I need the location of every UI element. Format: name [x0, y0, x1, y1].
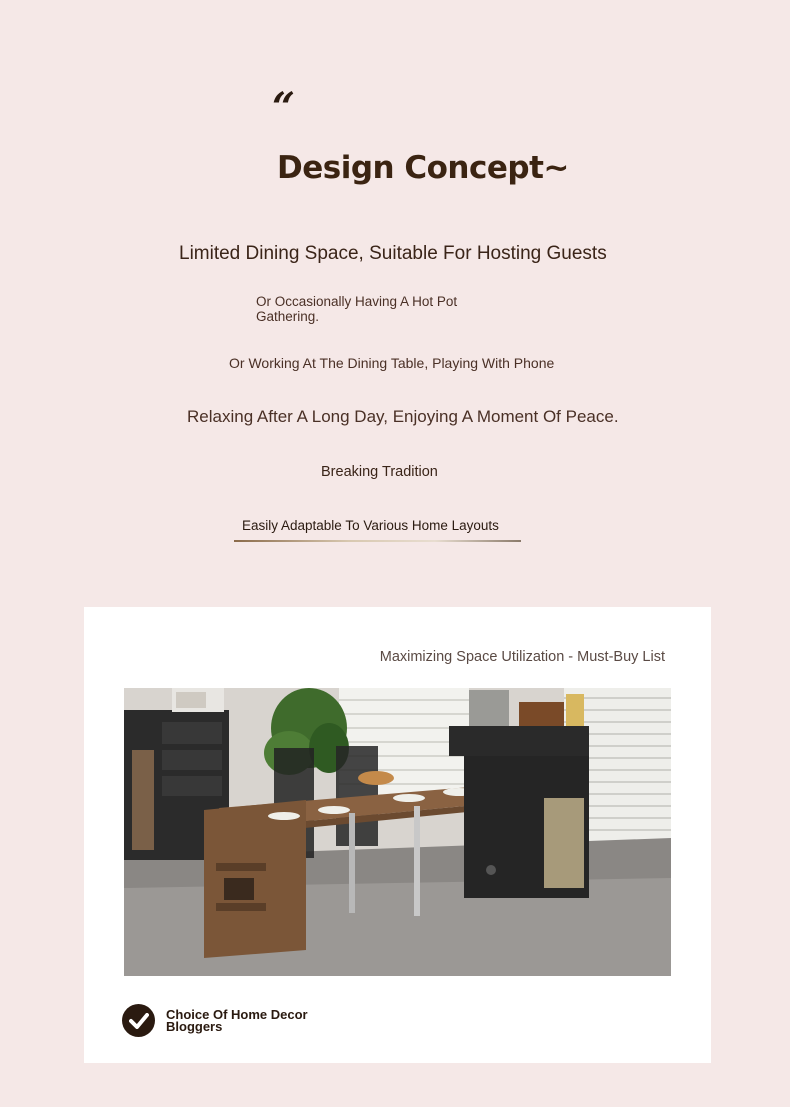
- checkmark-icon: [122, 1004, 155, 1037]
- card-caption: Maximizing Space Utilization - Must-Buy List: [379, 649, 665, 665]
- concept-line-dining-space: Limited Dining Space, Suitable For Hosting Guests: [179, 243, 607, 264]
- room-illustration: [124, 688, 671, 976]
- concept-line-hot-pot: Or Occasionally Having A Hot Pot Gathering.: [256, 294, 458, 324]
- blogger-choice-badge: [122, 1004, 326, 1037]
- concept-line-relaxing: Relaxing After A Long Day, Enjoying A Moment Of Peace.: [187, 407, 619, 426]
- concept-line-working: Or Working At The Dining Table, Playing With Phone: [229, 355, 555, 371]
- product-card: [84, 607, 711, 1063]
- concept-line-adaptable: Easily Adaptable To Various Home Layouts: [242, 518, 499, 533]
- concept-line-breaking-tradition: Breaking Tradition: [321, 464, 438, 480]
- quote-mark: “: [272, 84, 296, 131]
- decorative-underline: [234, 540, 521, 542]
- page-title: Design Concept~: [277, 150, 569, 186]
- extendable-dining-table-photo: [124, 688, 671, 976]
- badge-text: Choice Of Home Decor Bloggers: [166, 1006, 308, 1034]
